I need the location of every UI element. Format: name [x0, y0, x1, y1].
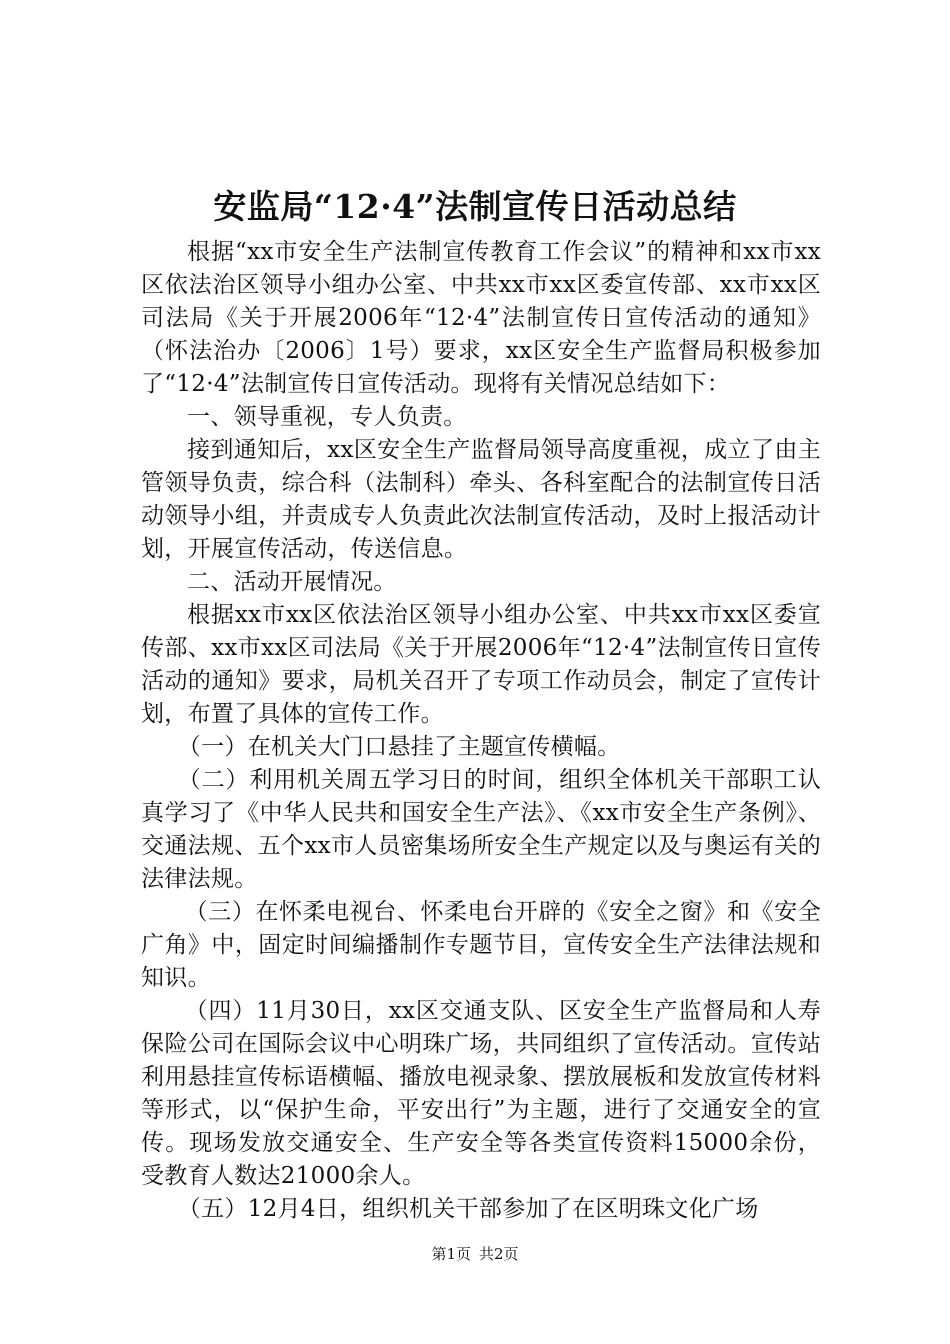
- section-heading-2: 二、活动开展情况。: [187, 569, 397, 595]
- list-item-2: （二）利用机关周五学习日的时间，组织全体机关干部职工认真学习了《中华人民共和国安全生产法》、《xx市安全生产条例》、交通法规、五个xx市人员密集场所安全生产规定以及与奥运有关的法律法规。: [141, 767, 821, 892]
- paragraph-activities: 根据xx市xx区依法治区领导小组办公室、中共xx市xx区委宣传部、xx市xx区司法局《关于开展2006年“12·4”法制宣传日宣传活动的通知》要求，局机关召开了专项工作动员会，制定了宣传计划，布置了具体的宣传工作。: [141, 602, 821, 727]
- paragraph-intro: 根据“xx市安全生产法制宣传教育工作会议”的精神和xx市xx区依法治区领导小组办公室、中共xx市xx区委宣传部、xx市xx区司法局《关于开展2006年“12·4”法制宣传日宣传活动的通知》（怀法治办〔2006〕1号）要求，xx区安全生产监督局积极参加了“12·4”法制宣传日宣传活动。现将有关情况总结如下：: [141, 239, 821, 397]
- page-footer: [0, 1243, 950, 1265]
- list-item-4: （四）11月30日，xx区交通支队、区安全生产监督局和人寿保险公司在国际会议中心明珠广场，共同组织了宣传活动。宣传站利用悬挂宣传标语横幅、播放电视录象、摆放展板和发放宣传材料等形式，以“保护生命，平安出行”为主题，进行了交通安全的宣传。现场发放交通安全、生产安全等各类宣传资料15000余份，受教育人数达21000余人。: [141, 998, 821, 1189]
- list-item-5: （五）12月4日，组织机关干部参加了在区明珠文化广场: [177, 1196, 759, 1222]
- document-body: [141, 236, 821, 1226]
- list-item-1: （一）在机关大门口悬挂了主题宣传横幅。: [177, 734, 621, 760]
- page-total: 共2页: [479, 1245, 519, 1263]
- page-number: 第1页: [431, 1245, 471, 1263]
- section-heading-1: 一、领导重视，专人负责。: [187, 404, 467, 430]
- paragraph-leadership: 接到通知后，xx区安全生产监督局领导高度重视，成立了由主管领导负责，综合科（法制科）牵头、各科室配合的法制宣传日活动领导小组，并责成专人负责此次法制宣传活动，及时上报活动计划，开展宣传活动，传送信息。: [141, 437, 821, 562]
- document-title: 安监局“12·4”法制宣传日活动总结: [213, 187, 737, 226]
- list-item-3: （三）在怀柔电视台、怀柔电台开辟的《安全之窗》和《安全广角》中，固定时间编播制作专题节目，宣传安全生产法律法规和知识。: [141, 899, 821, 991]
